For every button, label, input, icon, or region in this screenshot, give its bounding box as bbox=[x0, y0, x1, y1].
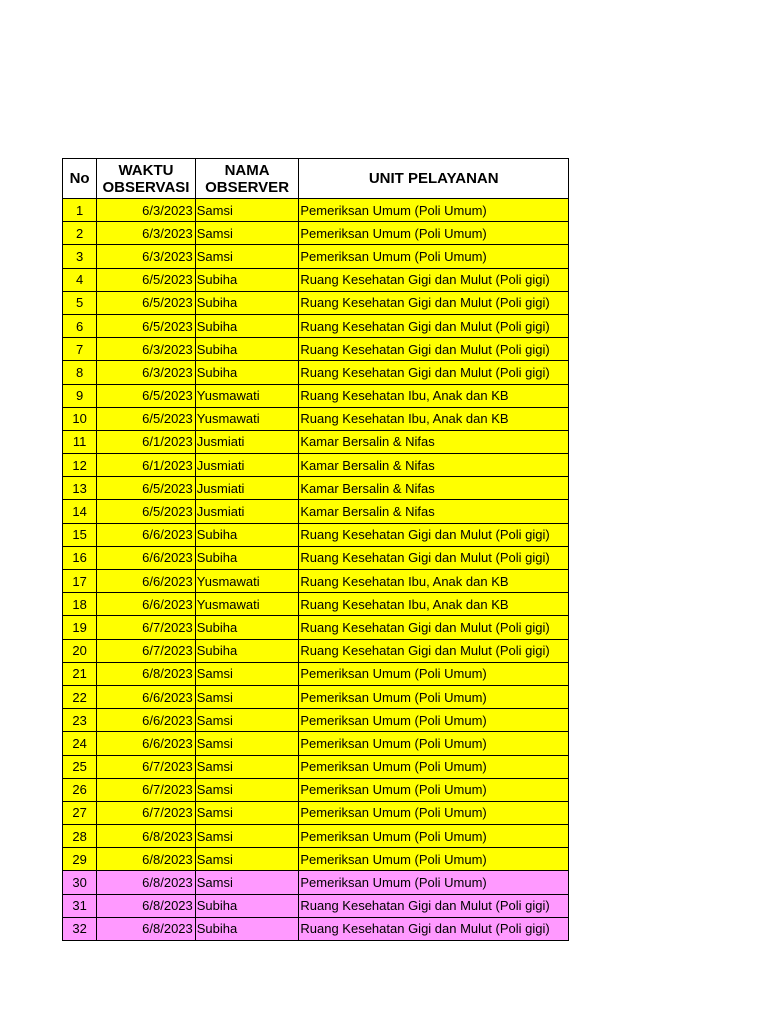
cell-waktu-observasi: 6/8/2023 bbox=[97, 848, 196, 871]
cell-unit-pelayanan: Ruang Kesehatan Gigi dan Mulut (Poli gigi) bbox=[299, 523, 569, 546]
cell-nama-observer: Subiha bbox=[195, 314, 299, 337]
cell-waktu-observasi: 6/8/2023 bbox=[97, 894, 196, 917]
cell-unit-pelayanan: Ruang Kesehatan Gigi dan Mulut (Poli gigi) bbox=[299, 894, 569, 917]
cell-nama-observer: Jusmiati bbox=[195, 500, 299, 523]
cell-unit-pelayanan: Ruang Kesehatan Gigi dan Mulut (Poli gigi) bbox=[299, 616, 569, 639]
table-row bbox=[63, 616, 569, 639]
cell-unit-pelayanan: Pemeriksan Umum (Poli Umum) bbox=[299, 778, 569, 801]
cell-unit-pelayanan: Pemeriksan Umum (Poli Umum) bbox=[299, 871, 569, 894]
cell-nama-observer: Yusmawati bbox=[195, 593, 299, 616]
table-row bbox=[63, 709, 569, 732]
cell-waktu-observasi: 6/3/2023 bbox=[97, 361, 196, 384]
cell-nama-observer: Samsi bbox=[195, 709, 299, 732]
table-row bbox=[63, 894, 569, 917]
cell-unit-pelayanan: Ruang Kesehatan Gigi dan Mulut (Poli gigi) bbox=[299, 546, 569, 569]
cell-unit-pelayanan: Ruang Kesehatan Gigi dan Mulut (Poli gigi) bbox=[299, 338, 569, 361]
cell-no: 4 bbox=[63, 268, 97, 291]
table-body bbox=[63, 199, 569, 941]
cell-waktu-observasi: 6/6/2023 bbox=[97, 732, 196, 755]
cell-no: 27 bbox=[63, 801, 97, 824]
cell-no: 32 bbox=[63, 917, 97, 940]
header-no: No bbox=[63, 159, 97, 199]
cell-nama-observer: Subiha bbox=[195, 523, 299, 546]
table-row bbox=[63, 430, 569, 453]
cell-nama-observer: Samsi bbox=[195, 778, 299, 801]
cell-waktu-observasi: 6/6/2023 bbox=[97, 523, 196, 546]
cell-no: 22 bbox=[63, 685, 97, 708]
cell-waktu-observasi: 6/7/2023 bbox=[97, 639, 196, 662]
cell-no: 17 bbox=[63, 570, 97, 593]
cell-waktu-observasi: 6/3/2023 bbox=[97, 245, 196, 268]
cell-waktu-observasi: 6/6/2023 bbox=[97, 685, 196, 708]
cell-waktu-observasi: 6/7/2023 bbox=[97, 616, 196, 639]
table-row bbox=[63, 546, 569, 569]
table-row bbox=[63, 500, 569, 523]
cell-unit-pelayanan: Kamar Bersalin & Nifas bbox=[299, 454, 569, 477]
table-row bbox=[63, 407, 569, 430]
cell-unit-pelayanan: Pemeriksan Umum (Poli Umum) bbox=[299, 245, 569, 268]
cell-unit-pelayanan: Ruang Kesehatan Gigi dan Mulut (Poli gigi) bbox=[299, 268, 569, 291]
cell-unit-pelayanan: Ruang Kesehatan Gigi dan Mulut (Poli gigi) bbox=[299, 361, 569, 384]
cell-unit-pelayanan: Ruang Kesehatan Ibu, Anak dan KB bbox=[299, 570, 569, 593]
table-row bbox=[63, 917, 569, 940]
cell-no: 2 bbox=[63, 222, 97, 245]
cell-nama-observer: Subiha bbox=[195, 338, 299, 361]
cell-waktu-observasi: 6/5/2023 bbox=[97, 291, 196, 314]
cell-waktu-observasi: 6/8/2023 bbox=[97, 825, 196, 848]
cell-nama-observer: Samsi bbox=[195, 848, 299, 871]
cell-no: 19 bbox=[63, 616, 97, 639]
cell-waktu-observasi: 6/7/2023 bbox=[97, 778, 196, 801]
header-unit-pelayanan: UNIT PELAYANAN bbox=[299, 159, 569, 199]
cell-nama-observer: Subiha bbox=[195, 616, 299, 639]
cell-waktu-observasi: 6/5/2023 bbox=[97, 314, 196, 337]
table-row bbox=[63, 222, 569, 245]
cell-no: 3 bbox=[63, 245, 97, 268]
table-row bbox=[63, 639, 569, 662]
cell-unit-pelayanan: Pemeriksan Umum (Poli Umum) bbox=[299, 801, 569, 824]
cell-unit-pelayanan: Pemeriksan Umum (Poli Umum) bbox=[299, 709, 569, 732]
cell-no: 18 bbox=[63, 593, 97, 616]
cell-nama-observer: Jusmiati bbox=[195, 477, 299, 500]
cell-unit-pelayanan: Pemeriksan Umum (Poli Umum) bbox=[299, 222, 569, 245]
cell-no: 12 bbox=[63, 454, 97, 477]
cell-no: 5 bbox=[63, 291, 97, 314]
cell-nama-observer: Yusmawati bbox=[195, 384, 299, 407]
cell-waktu-observasi: 6/8/2023 bbox=[97, 871, 196, 894]
cell-unit-pelayanan: Ruang Kesehatan Gigi dan Mulut (Poli gigi) bbox=[299, 314, 569, 337]
table-row bbox=[63, 848, 569, 871]
cell-no: 26 bbox=[63, 778, 97, 801]
cell-no: 6 bbox=[63, 314, 97, 337]
cell-unit-pelayanan: Pemeriksan Umum (Poli Umum) bbox=[299, 662, 569, 685]
cell-nama-observer: Subiha bbox=[195, 894, 299, 917]
cell-no: 31 bbox=[63, 894, 97, 917]
table-row bbox=[63, 732, 569, 755]
cell-nama-observer: Yusmawati bbox=[195, 407, 299, 430]
cell-waktu-observasi: 6/3/2023 bbox=[97, 199, 196, 222]
cell-unit-pelayanan: Kamar Bersalin & Nifas bbox=[299, 477, 569, 500]
table-row bbox=[63, 570, 569, 593]
cell-nama-observer: Subiha bbox=[195, 639, 299, 662]
table-row bbox=[63, 523, 569, 546]
cell-unit-pelayanan: Kamar Bersalin & Nifas bbox=[299, 430, 569, 453]
table-row bbox=[63, 477, 569, 500]
cell-waktu-observasi: 6/5/2023 bbox=[97, 407, 196, 430]
cell-nama-observer: Samsi bbox=[195, 732, 299, 755]
table-row bbox=[63, 662, 569, 685]
cell-nama-observer: Subiha bbox=[195, 361, 299, 384]
cell-no: 28 bbox=[63, 825, 97, 848]
cell-unit-pelayanan: Pemeriksan Umum (Poli Umum) bbox=[299, 848, 569, 871]
table-row bbox=[63, 778, 569, 801]
cell-unit-pelayanan: Ruang Kesehatan Ibu, Anak dan KB bbox=[299, 407, 569, 430]
cell-waktu-observasi: 6/5/2023 bbox=[97, 268, 196, 291]
table-row bbox=[63, 384, 569, 407]
observation-table bbox=[62, 158, 569, 941]
cell-unit-pelayanan: Pemeriksan Umum (Poli Umum) bbox=[299, 685, 569, 708]
cell-nama-observer: Yusmawati bbox=[195, 570, 299, 593]
table-row bbox=[63, 801, 569, 824]
table-row bbox=[63, 291, 569, 314]
cell-nama-observer: Subiha bbox=[195, 917, 299, 940]
cell-nama-observer: Samsi bbox=[195, 825, 299, 848]
cell-unit-pelayanan: Ruang Kesehatan Ibu, Anak dan KB bbox=[299, 593, 569, 616]
cell-nama-observer: Samsi bbox=[195, 199, 299, 222]
cell-unit-pelayanan: Ruang Kesehatan Ibu, Anak dan KB bbox=[299, 384, 569, 407]
cell-waktu-observasi: 6/6/2023 bbox=[97, 546, 196, 569]
cell-waktu-observasi: 6/3/2023 bbox=[97, 338, 196, 361]
cell-waktu-observasi: 6/1/2023 bbox=[97, 430, 196, 453]
cell-waktu-observasi: 6/1/2023 bbox=[97, 454, 196, 477]
table-row bbox=[63, 871, 569, 894]
cell-no: 11 bbox=[63, 430, 97, 453]
cell-waktu-observasi: 6/5/2023 bbox=[97, 500, 196, 523]
cell-no: 25 bbox=[63, 755, 97, 778]
table-row bbox=[63, 685, 569, 708]
cell-nama-observer: Subiha bbox=[195, 291, 299, 314]
cell-unit-pelayanan: Ruang Kesehatan Gigi dan Mulut (Poli gigi) bbox=[299, 291, 569, 314]
cell-no: 10 bbox=[63, 407, 97, 430]
cell-no: 16 bbox=[63, 546, 97, 569]
table-row bbox=[63, 268, 569, 291]
cell-no: 24 bbox=[63, 732, 97, 755]
cell-waktu-observasi: 6/8/2023 bbox=[97, 917, 196, 940]
header-nama-observer: NAMA OBSERVER bbox=[195, 159, 299, 199]
table-row bbox=[63, 338, 569, 361]
cell-unit-pelayanan: Pemeriksan Umum (Poli Umum) bbox=[299, 755, 569, 778]
cell-nama-observer: Jusmiati bbox=[195, 454, 299, 477]
cell-no: 9 bbox=[63, 384, 97, 407]
cell-waktu-observasi: 6/7/2023 bbox=[97, 801, 196, 824]
table-row bbox=[63, 593, 569, 616]
cell-no: 1 bbox=[63, 199, 97, 222]
cell-unit-pelayanan: Pemeriksan Umum (Poli Umum) bbox=[299, 199, 569, 222]
cell-no: 20 bbox=[63, 639, 97, 662]
cell-waktu-observasi: 6/5/2023 bbox=[97, 384, 196, 407]
cell-no: 23 bbox=[63, 709, 97, 732]
cell-waktu-observasi: 6/6/2023 bbox=[97, 593, 196, 616]
table-row bbox=[63, 361, 569, 384]
table-row bbox=[63, 755, 569, 778]
cell-nama-observer: Samsi bbox=[195, 801, 299, 824]
cell-no: 13 bbox=[63, 477, 97, 500]
cell-unit-pelayanan: Kamar Bersalin & Nifas bbox=[299, 500, 569, 523]
cell-no: 7 bbox=[63, 338, 97, 361]
cell-nama-observer: Samsi bbox=[195, 755, 299, 778]
cell-unit-pelayanan: Pemeriksan Umum (Poli Umum) bbox=[299, 732, 569, 755]
cell-no: 14 bbox=[63, 500, 97, 523]
table-row bbox=[63, 454, 569, 477]
cell-no: 21 bbox=[63, 662, 97, 685]
header-row bbox=[63, 159, 569, 199]
cell-nama-observer: Subiha bbox=[195, 268, 299, 291]
header-waktu-observasi: WAKTU OBSERVASI bbox=[97, 159, 196, 199]
cell-unit-pelayanan: Ruang Kesehatan Gigi dan Mulut (Poli gigi) bbox=[299, 639, 569, 662]
cell-nama-observer: Samsi bbox=[195, 245, 299, 268]
cell-nama-observer: Subiha bbox=[195, 546, 299, 569]
cell-nama-observer: Samsi bbox=[195, 685, 299, 708]
cell-unit-pelayanan: Pemeriksan Umum (Poli Umum) bbox=[299, 825, 569, 848]
table-row bbox=[63, 314, 569, 337]
table-row bbox=[63, 245, 569, 268]
cell-nama-observer: Jusmiati bbox=[195, 430, 299, 453]
cell-no: 29 bbox=[63, 848, 97, 871]
table-row bbox=[63, 199, 569, 222]
table-row bbox=[63, 825, 569, 848]
cell-waktu-observasi: 6/8/2023 bbox=[97, 662, 196, 685]
cell-unit-pelayanan: Ruang Kesehatan Gigi dan Mulut (Poli gigi) bbox=[299, 917, 569, 940]
cell-nama-observer: Samsi bbox=[195, 222, 299, 245]
cell-waktu-observasi: 6/5/2023 bbox=[97, 477, 196, 500]
cell-nama-observer: Samsi bbox=[195, 871, 299, 894]
cell-no: 15 bbox=[63, 523, 97, 546]
cell-waktu-observasi: 6/3/2023 bbox=[97, 222, 196, 245]
cell-waktu-observasi: 6/6/2023 bbox=[97, 570, 196, 593]
cell-nama-observer: Samsi bbox=[195, 662, 299, 685]
cell-waktu-observasi: 6/6/2023 bbox=[97, 709, 196, 732]
cell-no: 8 bbox=[63, 361, 97, 384]
cell-waktu-observasi: 6/7/2023 bbox=[97, 755, 196, 778]
cell-no: 30 bbox=[63, 871, 97, 894]
